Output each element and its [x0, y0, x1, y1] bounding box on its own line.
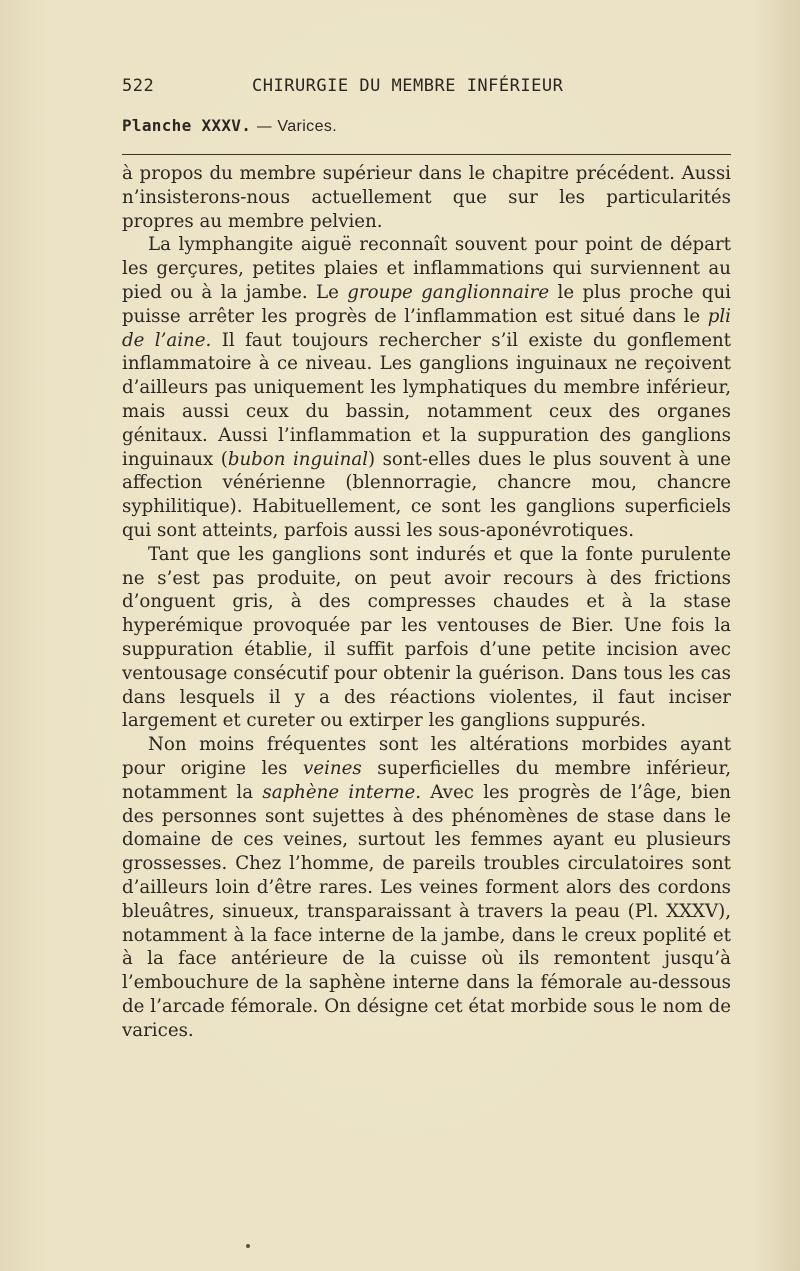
page-number: 522 — [122, 76, 155, 96]
paragraph — [122, 543, 731, 733]
plate-title: Varices. — [277, 118, 338, 135]
running-head — [122, 74, 730, 98]
italic-run: bubon inguinal — [227, 448, 369, 470]
italic-run: groupe ganglionnaire — [347, 281, 550, 303]
text-run: Il faut toujours rechercher s’il existe du gonflement inflammatoire à ce niveau. Les ganglions inguinaux ne reçoivent d’ailleurs pas uniquement les lymphatiques du membre inférieur, mais aussi ceux du bassin, notamment ceux des organes génitaux. Aussi l’inflammation et la suppuration des ganglions inguinaux ( — [122, 329, 731, 470]
text-run: superficielles du membre inférieur, notamment la — [122, 757, 731, 803]
italic-run: saphène interne. — [262, 781, 421, 803]
text-run: La lymphangite aiguë reconnaît souvent pour point de départ les gerçures, petites plaies et inflammations qui surviennent au pied ou à la jambe. Le — [122, 234, 731, 303]
text-run: ) sont-elles dues le plus souvent à une affection vénérienne (blennorragie, chancre mou, chancre syphilitique). Habituellement, ce sont les ganglions superficiels qui sont atteints, parfois aussi les sous-aponévrotiques. — [122, 448, 732, 541]
italic-run: pli de l’aine. — [122, 305, 731, 351]
body-text — [122, 162, 731, 1042]
plate-label: Planche XXXV. — [122, 116, 252, 135]
header-rule — [122, 154, 731, 155]
text-run: à propos du membre supérieur dans le chapitre précédent. Aussi n’insisterons-nous actuellement que sur les particularités propres au membre pelvien. — [122, 163, 731, 232]
paragraph — [122, 733, 731, 1042]
text-run: Non moins fréquentes sont les altérations morbides ayant pour origine les — [122, 734, 731, 779]
plate-separator: — — [251, 116, 278, 135]
text-run: le plus proche qui puisse arrêter les progrès de l’inflammation est situé dans le — [122, 281, 731, 327]
text-run: Avec les progrès de l’âge, bien des personnes sont sujettes à des phénomènes de stase dans le domaine de ces veines, surtout les femmes ayant eu plusieurs grossesses. Chez l’homme, de pareils troubles circulatoires sont d’ailleurs loin d’être rares. Les veines forment alors des cordons bleuâtres, sinueux, transparaissant à travers la peau (Pl. XXXV), notamment à la face interne de la jambe, dans le creux poplité et à la face antérieure de la cuisse où ils remontent jusqu’à l’embouchure de la saphène interne dans la fémorale au-dessous de l’arcade fémorale. On désigne cet état morbide sous le nom de varices. — [122, 781, 731, 1041]
running-title: CHIRURGIE DU MEMBRE INFÉRIEUR — [252, 76, 564, 96]
plate-caption — [122, 116, 337, 136]
paper-speck — [246, 1244, 250, 1248]
paragraph — [122, 162, 731, 233]
paragraph — [122, 233, 731, 542]
italic-run: veines — [303, 757, 362, 779]
text-run: Tant que les ganglions sont indurés et que la fonte purulente ne s’est pas produite, on peut avoir recours à des frictions d’onguent gris, à des compresses chaudes et à la stase hyperémique provoquée par les ventouses de Bier. Une fois la suppuration établie, il suffit parfois d’une petite incision avec ventousage consécutif pour obtenir la guérison. Dans tous les cas dans lesquels il y a des réactions violentes, il faut inciser largement et cureter ou extirper les ganglions suppurés. — [122, 543, 731, 732]
